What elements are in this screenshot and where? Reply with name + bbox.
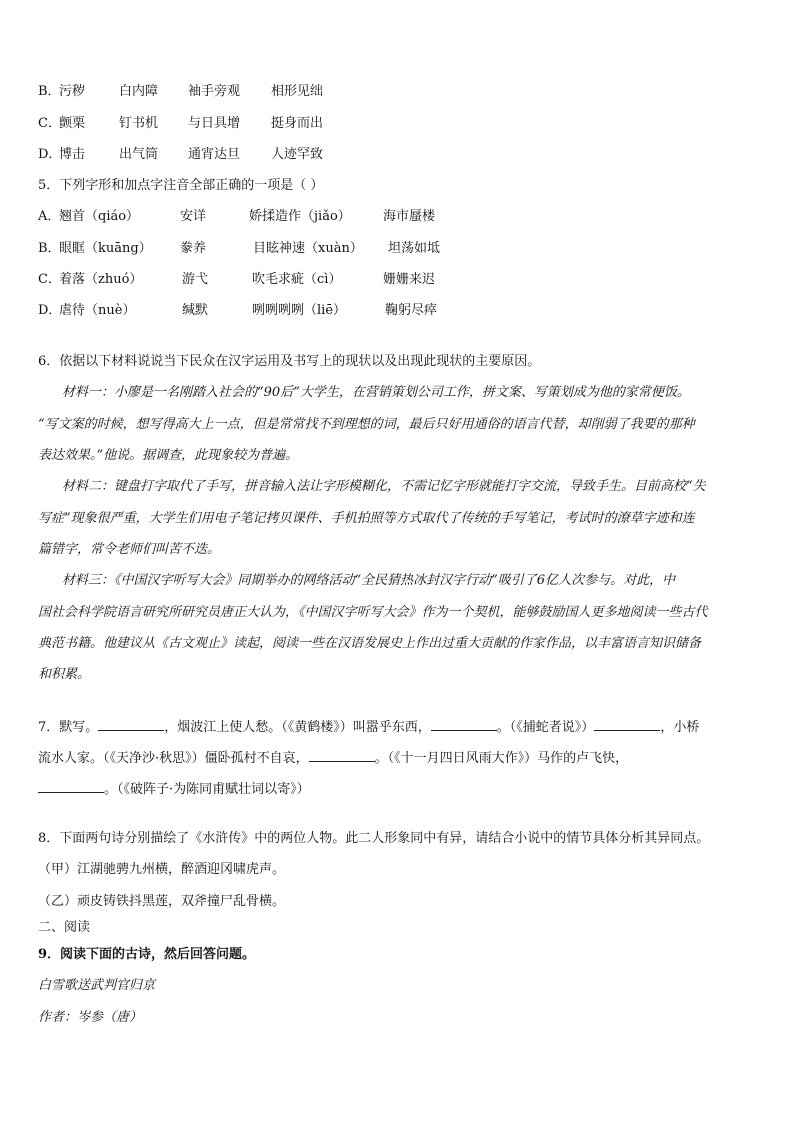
- option-word: 缄默: [182, 303, 209, 318]
- q5-option-a: [38, 209, 758, 225]
- q6-stem: 6．依据以下材料说说当下民众在汉字运用及书写上的现状以及出现此现状的主要原因。: [38, 354, 541, 369]
- option-word: 豢养: [180, 241, 207, 256]
- option-word: 翘首（qiáo）: [59, 209, 140, 224]
- material-1-line: “写文案的时候，想写得高大上一点，但是常常找不到理想的词，最后只好用通俗的语言代替，却削弱了我要的那种: [38, 417, 695, 432]
- poem-author: 作者：岑参（唐）: [38, 1010, 143, 1025]
- q7-line-2: [38, 749, 628, 767]
- material-3-line: 国社会科学院语言研究所研究员唐正大认为，《中国汉字听写大会》作为一个契机，能够鼓励国人更多地阅读一些古代: [38, 605, 708, 620]
- fill-blank[interactable]: [309, 749, 375, 762]
- option-word: 颤栗: [59, 116, 86, 131]
- fill-blank[interactable]: [98, 718, 164, 731]
- option-word: 通宵达旦: [188, 147, 241, 162]
- option-word: 污秽: [59, 84, 86, 99]
- material-3-line: 典范书籍。他建议从《古文观止》读起，阅读一些在汉语发展史上作出过重大贡献的作家作品，以丰富语言知识储备: [38, 636, 702, 651]
- section-heading: 二、阅读: [38, 920, 91, 935]
- option-word: 虐待（nuè）: [59, 303, 136, 318]
- option-word: 人迹罕致: [271, 147, 324, 162]
- option-word: 出气筒: [119, 147, 159, 162]
- q7-text: 。（《破阵子·为陈同甫赋壮词以寄》）: [104, 782, 310, 797]
- fill-blank[interactable]: [431, 718, 497, 731]
- option-word: 坦荡如坻: [388, 241, 441, 256]
- material-3-line: 和积累。: [38, 667, 91, 682]
- q5-option-b: [38, 241, 758, 257]
- fill-blank[interactable]: [38, 780, 104, 793]
- material-2-line: 篇错字，常令老师们叫苦不迭。: [38, 542, 221, 557]
- option-word: 博击: [59, 147, 86, 162]
- q5-option-d: [38, 303, 758, 319]
- option-word: 袖手旁观: [188, 84, 241, 99]
- option-word: 咧咧咧咧（liē）: [252, 303, 347, 318]
- option-word: 安详: [180, 209, 207, 224]
- option-word: 吹毛求疵（cì）: [252, 272, 342, 287]
- q8-stem: 8．下面两句诗分别描绘了《水浒传》中的两位人物。此二人形象同中有异，请结合小说中的情节具体分析其异同点。: [38, 831, 710, 846]
- q4-option-c: [38, 116, 738, 132]
- option-word: 游弋: [182, 272, 209, 287]
- option-label: B．: [38, 84, 61, 99]
- option-word: 姗姗来迟: [383, 272, 436, 287]
- fill-blank[interactable]: [594, 718, 660, 731]
- q7-stem: 7．默写。: [38, 720, 99, 735]
- option-label: D．: [38, 303, 62, 318]
- option-word: 鞠躬尽瘁: [385, 303, 438, 318]
- option-label: B．: [38, 241, 61, 256]
- option-word: 挺身而出: [271, 116, 324, 131]
- q7-line-1: [38, 718, 699, 736]
- option-word: 目眩神速（xuàn）: [253, 241, 363, 256]
- material-2-line: 材料二：键盘打字取代了手写，拼音输入法让字形模糊化，不需记忆字形就能打字交流，导致手生。目前高校“失: [62, 479, 706, 494]
- option-word: 海市蜃楼: [383, 209, 436, 224]
- option-label: C．: [38, 272, 61, 287]
- q7-text: 。（《捕蛇者说》）: [496, 720, 595, 735]
- option-word: 娇揉造作（jiǎo）: [249, 209, 351, 224]
- option-label: C．: [38, 116, 61, 131]
- q4-option-b: [38, 84, 738, 100]
- option-word: 白内障: [119, 84, 159, 99]
- option-word: 眼眶（kuāng）: [59, 241, 152, 256]
- material-3-line: 材料三：《中国汉字听写大会》同期举办的网络活动“全民猜热冰封汉字行动”吸引了6亿人次参与。对此，中: [62, 573, 676, 588]
- material-2-line: 写症”现象很严重，大学生们用电子笔记拷贝课件、手机拍照等方式取代了传统的手写笔记，考试时的潦草字迹和连: [38, 511, 695, 526]
- q9-stem: 9．阅读下面的古诗，然后回答问题。: [38, 947, 256, 962]
- option-word: 钉书机: [119, 116, 159, 131]
- q5-stem: 5．下列字形和加点字注音全部正确的一项是（ ）: [38, 178, 324, 193]
- q4-option-d: [38, 147, 738, 163]
- q8-verse-a: （甲）江湖驰骋九州横，醉酒迎冈啸虎声。: [38, 862, 286, 877]
- q7-text: 。（《十一月四日风雨大作》）马作的卢飞快，: [374, 751, 629, 766]
- material-1-line: 表达效果。”他说。据调查，此现象较为普遍。: [38, 448, 299, 463]
- q7-text: ，烟波江上使人愁。（《黄鹤楼》）叫嚣乎东西，: [164, 720, 431, 735]
- q7-line-3: [38, 780, 310, 798]
- q8-verse-b: （乙）顽皮铸铁抖黑莲，双斧撞尸乱骨横。: [38, 894, 286, 909]
- q5-option-c: [38, 272, 758, 288]
- option-word: 着落（zhuó）: [59, 272, 143, 287]
- option-label: A．: [38, 209, 61, 224]
- option-word: 与日具增: [188, 116, 241, 131]
- poem-title: 白雪歌送武判官归京: [38, 978, 156, 993]
- option-label: D．: [38, 147, 62, 162]
- q7-text: 流水人家。（《天净沙·秋思》）僵卧孤村不自哀，: [38, 751, 309, 766]
- q7-text: ，小桥: [660, 720, 700, 735]
- material-1-line: 材料一：小廖是一名刚踏入社会的“90后”大学生，在营销策划公司工作，拼文案、写策划成为他的家常便饭。: [62, 385, 690, 400]
- option-word: 相形见绌: [271, 84, 324, 99]
